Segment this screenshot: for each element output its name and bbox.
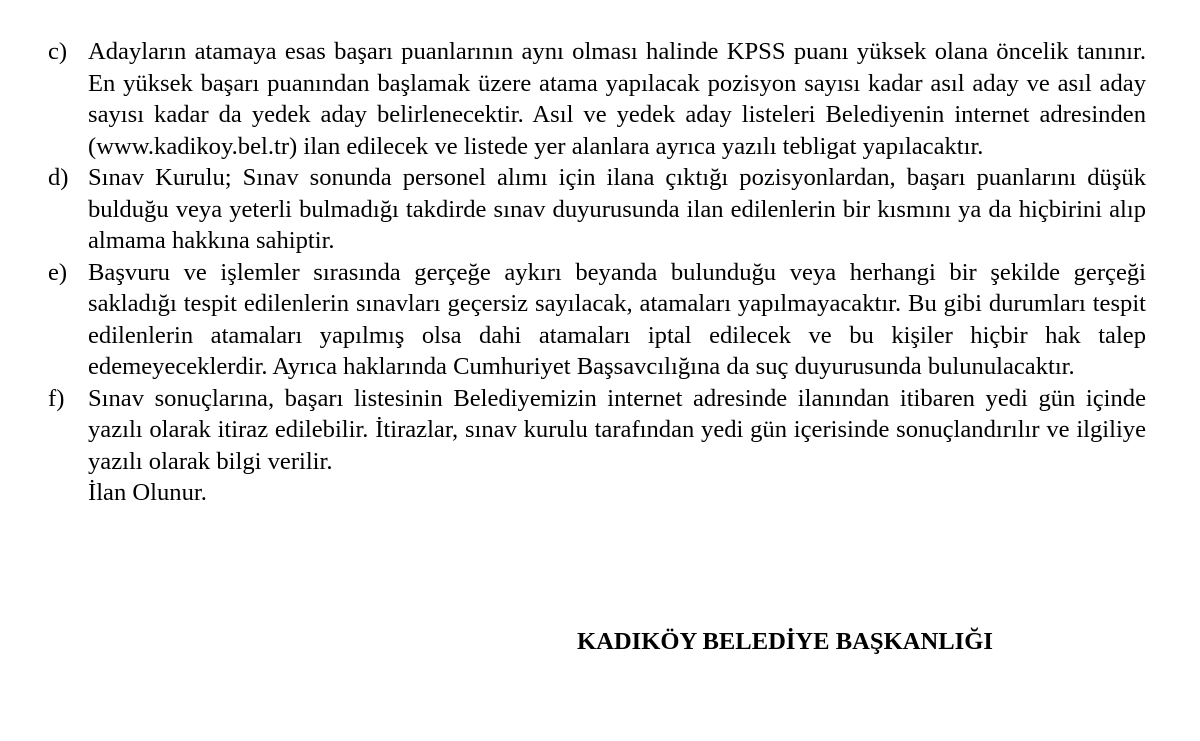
list-item-f [48, 383, 1146, 478]
list-item-text: Adayların atamaya esas başarı puanlarının aynı olması halinde KPSS puanı yüksek olana öncelik tanınır. En yüksek başarı puanından başlamak üzere atama yapılacak pozisyon sayısı kadar asıl aday ve asıl aday sayısı kadar da yedek aday belirlenecektir. Asıl ve yedek aday listeleri Belediyenin internet adresinden (www.kadikoy.bel.tr) ilan edilecek ve listede yer alanlara ayrıca yazılı tebligat yapılacaktır. [88, 38, 1146, 160]
closing-line: İlan Olunur. [88, 479, 207, 506]
signature-authority: KADIKÖY BELEDİYE BAŞKANLIĞI [577, 628, 993, 655]
document-body [48, 36, 1146, 509]
list-item-d [48, 162, 1146, 257]
list-marker: d) [48, 164, 69, 191]
list-item-text: Başvuru ve işlemler sırasında gerçeğe aykırı beyanda bulunduğu veya herhangi bir şekilde gerçeği sakladığı tespit edilenlerin sınavları geçersiz sayılacak, atamaları yapılmayacaktır. Bu gibi durumları tespit edilenlerin atamaları yapılmış olsa dahi atamaları iptal edilecek ve bu kişiler hiçbir hak talep edemeyeceklerdir. Ayrıca haklarında Cumhuriyet Başsavcılığına da suç duyurusunda bulunulacaktır. [88, 258, 1146, 380]
list-marker: e) [48, 258, 68, 286]
list-item-text: Sınav sonuçlarına, başarı listesinin Belediyemizin internet adresinde ilanından itibaren yedi gün içinde yazılı olarak itiraz edilebilir. İtirazlar, sınav kurulu tarafından yedi gün içerisinde sonuçlandırılır ve ilgiliye yazılı olarak bilgi verilir. [88, 384, 1146, 475]
list-item-e [48, 257, 1146, 383]
list-marker: c) [48, 38, 68, 65]
list-item-c [48, 36, 1146, 162]
list-item-text: Sınav Kurulu; Sınav sonunda personel alımı için ilana çıktığı pozisyonlardan, başarı puanlarını düşük bulduğu veya yeterli bulmadığı takdirde sınav duyurusunda ilan edilenlerin bir kısmını ya da hiçbirini alıp almama hakkına sahiptir. [88, 164, 1146, 254]
list-marker: f) [48, 384, 65, 412]
